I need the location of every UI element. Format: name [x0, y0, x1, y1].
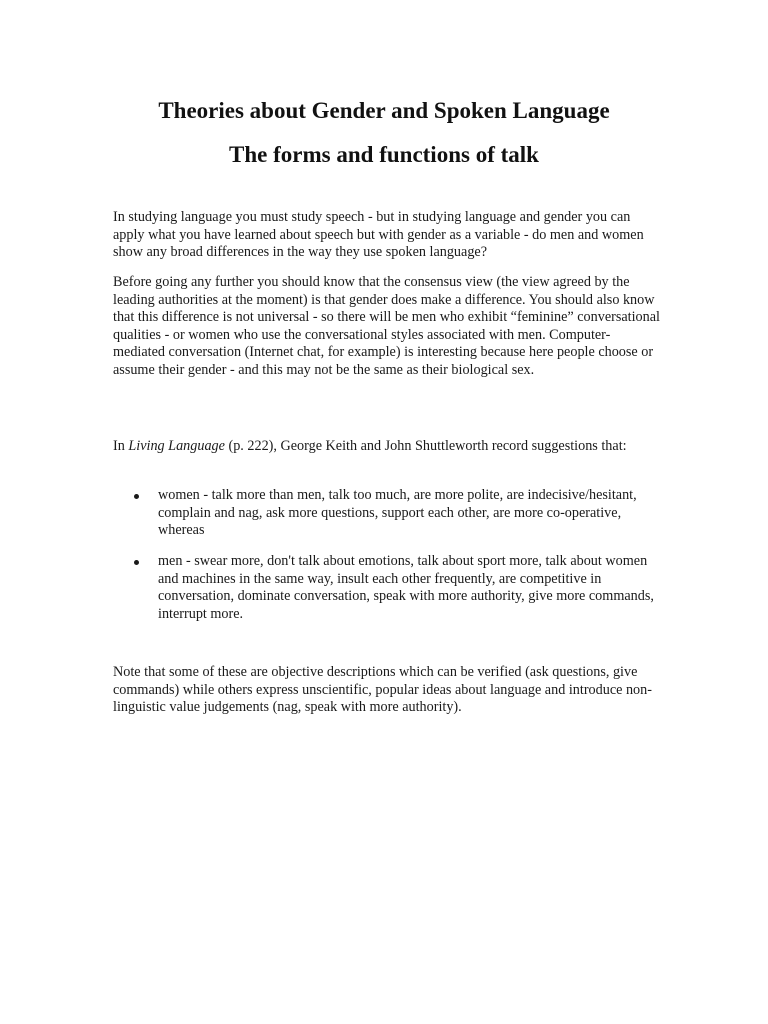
- bullet-dot-icon: [134, 560, 139, 565]
- source-prefix: In: [113, 438, 129, 454]
- note-paragraph: Note that some of these are objective descriptions which can be verified (ask questions, give commands) while others express unscientific, popular ideas about language and introduce non-linguistic value judgements (nag, speak with more authority).: [113, 664, 652, 716]
- source-paragraph: [113, 438, 661, 456]
- source-suffix: (p. 222), George Keith and John Shuttleworth record suggestions that:: [224, 438, 627, 454]
- intro-paragraph: In studying language you must study speech - but in studying language and gender you can apply what you have learned about speech but with gender as a variable - do men and women show any broad differences in the way they use spoken language?: [113, 209, 644, 261]
- bullet-list-men: [113, 553, 661, 623]
- bullet-text-men: men - swear more, don't talk about emotions, talk about sport more, talk about women and machines in the same way, insult each other frequently, are competitive in conversation, dominate conversation, speak with more authority, give more commands, interrupt more.: [158, 553, 654, 622]
- list-item: [113, 487, 661, 540]
- document-title: Theories about Gender and Spoken Language: [158, 98, 610, 123]
- consensus-paragraph: Before going any further you should know that the consensus view (the view agreed by the leading authorities at the moment) is that gender does make a difference. You should also know that this difference is not universal - so there will be men who exhibit “feminine” conversational qualities - or women who use the conversational styles associated with men. Computer-mediated conversation (Internet chat, for example) is interesting because here people choose or assume their gender - and this may not be the same as their biological sex.: [113, 274, 660, 378]
- bullet-text-women: women - talk more than men, talk too much, are more polite, are indecisive/hesitant, complain and nag, ask more questions, support each other, are more co-operative, whereas: [158, 487, 637, 539]
- document-subtitle: The forms and functions of talk: [229, 142, 539, 167]
- list-item: [113, 553, 661, 623]
- bullet-dot-icon: [134, 494, 139, 499]
- book-title: Living Language: [128, 438, 225, 454]
- bullet-list-women: [113, 487, 661, 540]
